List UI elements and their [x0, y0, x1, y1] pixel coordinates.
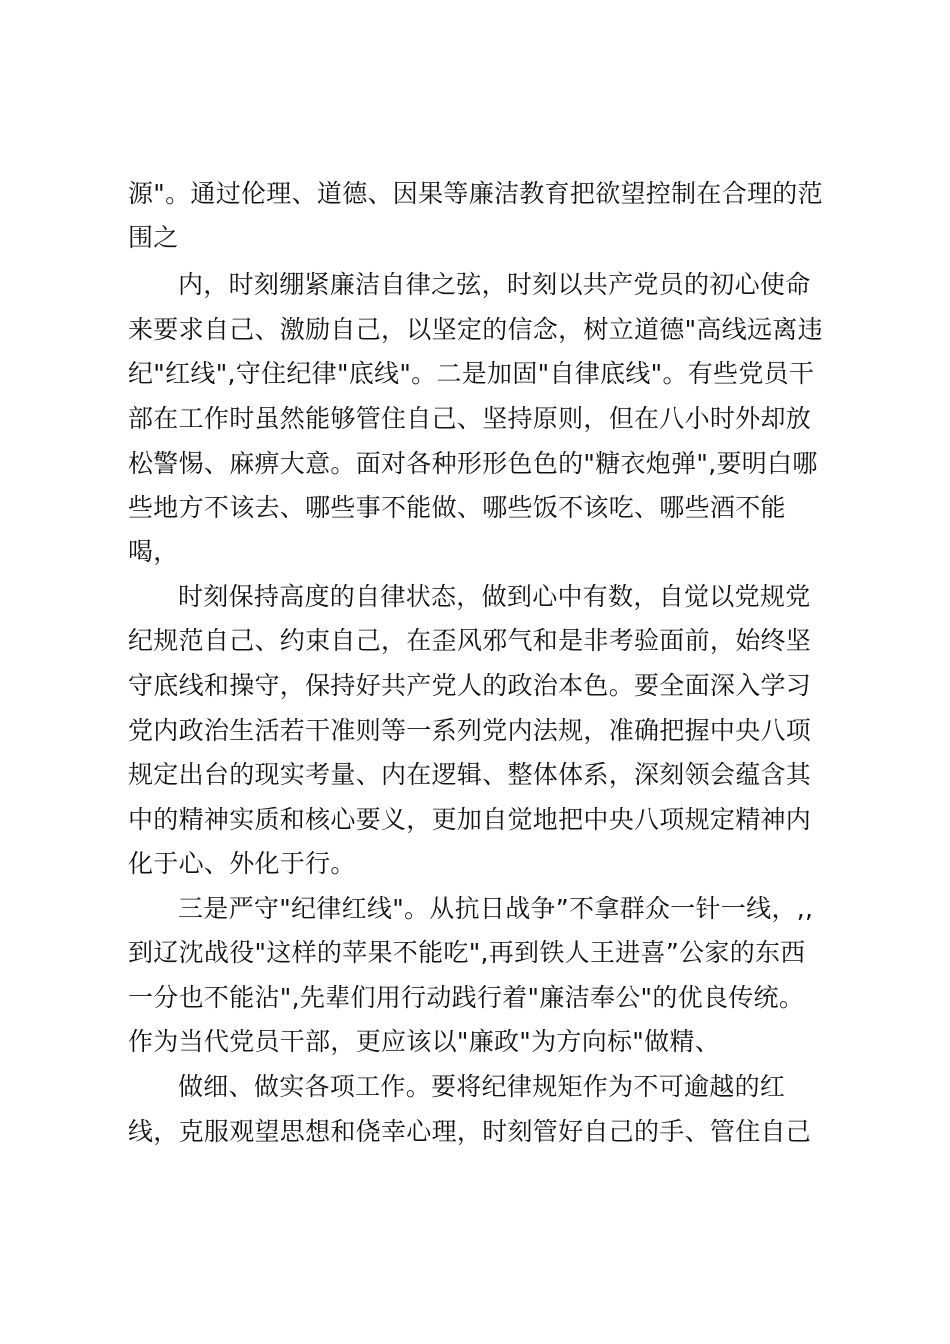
text-line: 松警惕、麻痹大意。面对各种形形色色的"糖衣炮弹",要明白哪	[128, 449, 818, 478]
text-line: 中的精神实质和核心要义，更加自觉地把中央八项规定精神内	[128, 805, 812, 834]
text-line: 规定出台的现实考量、内在逻辑、整体体系，深刻领会蕴含其	[128, 760, 812, 789]
text-line: 内，时刻绷紧廉洁自律之弦，时刻以共产党员的初心使命	[178, 270, 811, 299]
text-line: 作为当代党员干部，更应该以"廉政"为方向标"做精、	[128, 1027, 720, 1056]
text-line: 时刻保持高度的自律状态，做到心中有数，自觉以党规党	[178, 582, 811, 611]
text-line: 做细、做实各项工作。要将纪律规矩作为不可逾越的红	[178, 1072, 786, 1101]
text-line: 源"。通过伦理、道德、因果等廉洁教育把欲望控制在合理的范	[128, 179, 823, 208]
text-line: 守底线和操守，保持好共产党人的政治本色。要全面深入学习	[128, 671, 812, 700]
text-line: 部在工作时虽然能够管住自己、坚持原则，但在八小时外却放	[128, 404, 812, 433]
text-line: 围之	[128, 223, 179, 252]
text-line: 纪规范自己、约束自己，在歪风邪气和是非考验面前，始终坚	[128, 626, 812, 655]
text-line: 来要求自己、激励自己，以坚定的信念，树立道德"高线远离违	[128, 315, 823, 344]
text-line: 一分也不能沾",先辈们用行动践行着"廉洁奉公"的优良传统。	[128, 983, 805, 1012]
text-line: 党内政治生活若干准则等一系列党内法规，准确把握中央八项	[128, 716, 812, 745]
text-line: 三是严守"纪律红线"。从抗日战争”不拿群众一针一线，,,	[178, 894, 814, 923]
text-line: 化于心、外化于行。	[128, 849, 356, 878]
text-line: 线，克服观望思想和侥幸心理，时刻管好自己的手、管住自己	[128, 1117, 812, 1146]
text-line: 些地方不该去、哪些事不能做、哪些饭不该吃、哪些酒不能	[128, 493, 786, 522]
text-line: 到辽沈战役"这样的苹果不能吃",再到铁人王进喜”公家的东西	[128, 938, 806, 967]
text-line: 纪"红线",守住纪律"底线"。二是加固"自律底线"。有些党员干	[128, 359, 815, 388]
text-line: 喝，	[128, 537, 179, 566]
